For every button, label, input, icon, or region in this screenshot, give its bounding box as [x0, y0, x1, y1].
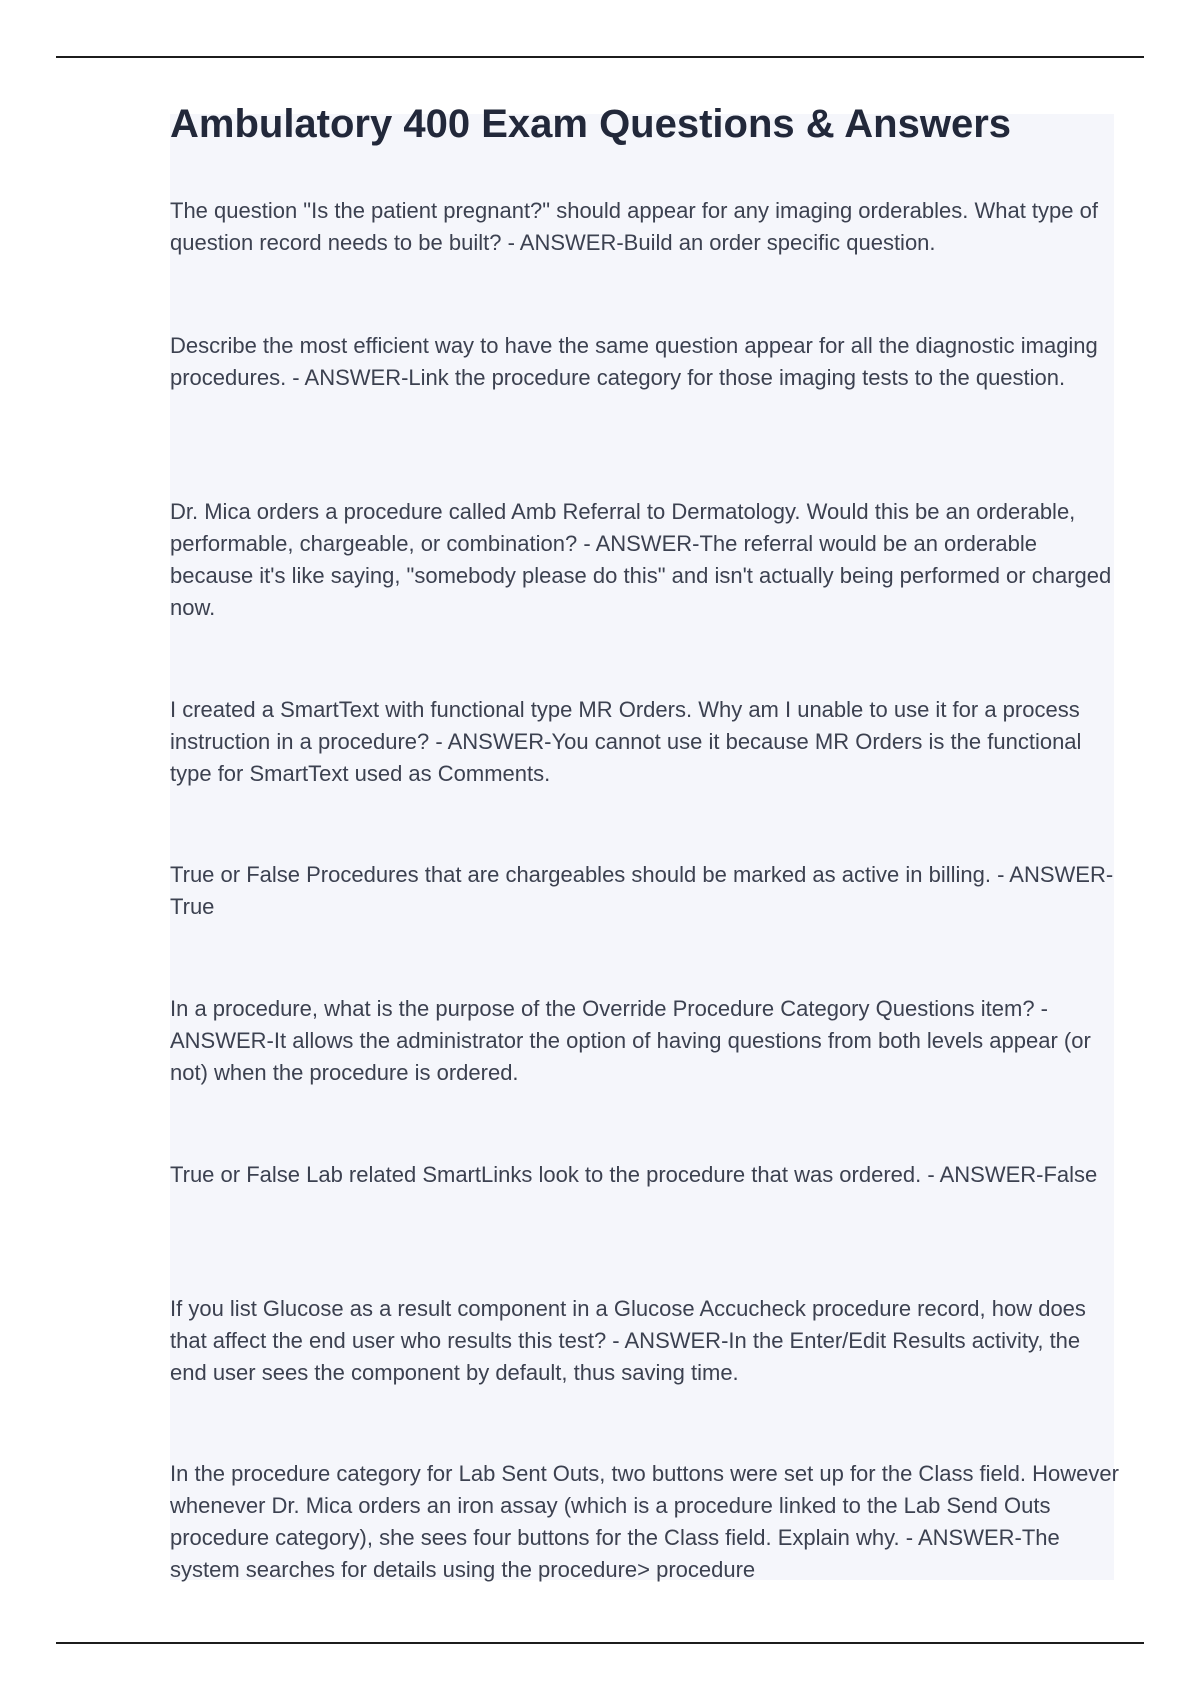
qa-item-4: I created a SmartText with functional type MR Orders. Why am I unable to use it for a process instruction in a procedure? - ANSWER-You cannot use it because MR Orders is the functional type for SmartText used as Comments. — [170, 697, 1082, 786]
qa-item-1: The question "Is the patient pregnant?" should appear for any imaging orderables. What type of question record needs to be built? - ANSWER-Build an order specific question. — [170, 198, 1098, 255]
qa-item-9: In the procedure category for Lab Sent Outs, two buttons were set up for the Class field. However whenever Dr. Mica orders an iron assay (which is a procedure linked to the Lab Send Outs procedure category), she sees four buttons for the Class field. Explain why. - ANSWER-The system searches for details using the procedure> procedure — [170, 1461, 1119, 1582]
bottom-rule — [56, 1642, 1144, 1644]
qa-item-6: In a procedure, what is the purpose of the Override Procedure Category Questions item? - ANSWER-It allows the administrator the option of having questions from both levels appear (or not) when the procedure is ordered. — [170, 996, 1091, 1085]
qa-item-2: Describe the most efficient way to have the same question appear for all the diagnostic imaging procedures. - ANSWER-Link the procedure category for those imaging tests to the question. — [170, 333, 1098, 390]
qa-item-3: Dr. Mica orders a procedure called Amb Referral to Dermatology. Would this be an orderable, performable, chargeable, or combination? - ANSWER-The referral would be an orderable because it's like saying, "somebody please do this" and isn't actually being performed or charged now. — [170, 499, 1112, 620]
top-rule — [56, 56, 1144, 58]
qa-item-7: True or False Lab related SmartLinks look to the procedure that was ordered. - ANSWER-False — [170, 1162, 1098, 1187]
qa-item-8: If you list Glucose as a result component in a Glucose Accucheck procedure record, how does that affect the end user who results this test? - ANSWER-In the Enter/Edit Results activity, the end user sees the component by default, thus saving time. — [170, 1296, 1086, 1385]
qa-item-5: True or False Procedures that are chargeables should be marked as active in billing. - ANSWER-True — [170, 862, 1114, 919]
document-title: Ambulatory 400 Exam Questions & Answers — [170, 102, 1012, 146]
